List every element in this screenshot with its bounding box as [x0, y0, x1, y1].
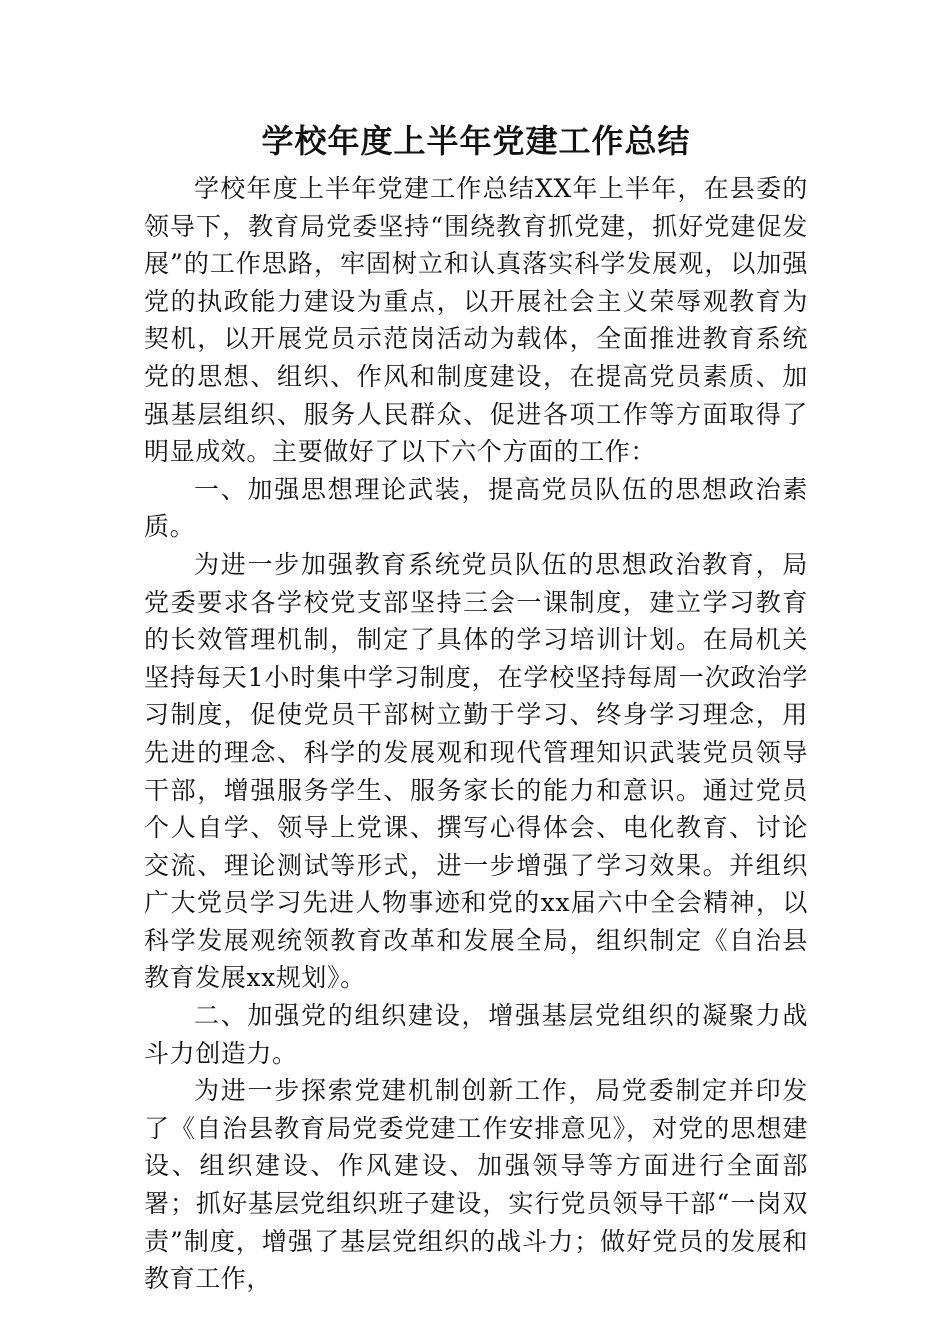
section-two-heading: 二、加强党的组织建设，增强基层党组织的凝聚力战斗力创造力。 — [144, 1001, 808, 1068]
section-two-paragraph: 为进一步探索党建机制创新工作，局党委制定并印发了《自治县教育局党委党建工作安排意见》，对党的思想建设、组织建设、作风建设、加强领导等方面进行全面部署；抓好基层党组织班子建设，实行党员领导干部“一岗双责”制度，增强了基层党组织的战斗力；做好党员的发展和教育工作， — [144, 1076, 808, 1294]
document-page — [144, 112, 808, 1298]
section-one-paragraph: 为进一步加强教育系统党员队伍的思想政治教育，局党委要求各学校党支部坚持三会一课制度，建立学习教育的长效管理机制，制定了具体的学习培训计划。在局机关坚持每天1小时集中学习制度，在学校坚持每周一次政治学习制度，促使党员干部树立勤于学习、终身学习理念，用先进的理念、科学的发展观和现代管理知识武装党员领导干部，增强服务学生、服务家长的能力和意识。通过党员个人自学、领导上党课、撰写心得体会、电化教育、讨论交流、理论测试等形式，进一步增强了学习效果。并组织广大党员学习先进人物事迹和党的xx届六中全会精神，以科学发展观统领教育改革和发展全局，组织制定《自治县教育发展xx规划》。 — [144, 549, 808, 993]
intro-paragraph: 学校年度上半年党建工作总结XX年上半年，在县委的领导下，教育局党委坚持“围绕教育抓党建，抓好党建促发展”的工作思路，牢固树立和认真落实科学发展观，以加强党的执政能力建设为重点，以开展社会主义荣辱观教育为契机，以开展党员示范岗活动为载体，全面推进教育系统党的思想、组织、作风和制度建设，在提高党员素质、加强基层组织、服务人民群众、促进各项工作等方面取得了明显成效。主要做好了以下六个方面的工作： — [144, 174, 808, 467]
section-one-heading: 一、加强思想理论武装，提高党员队伍的思想政治素质。 — [144, 474, 808, 542]
document-title: 学校年度上半年党建工作总结 — [261, 122, 691, 160]
